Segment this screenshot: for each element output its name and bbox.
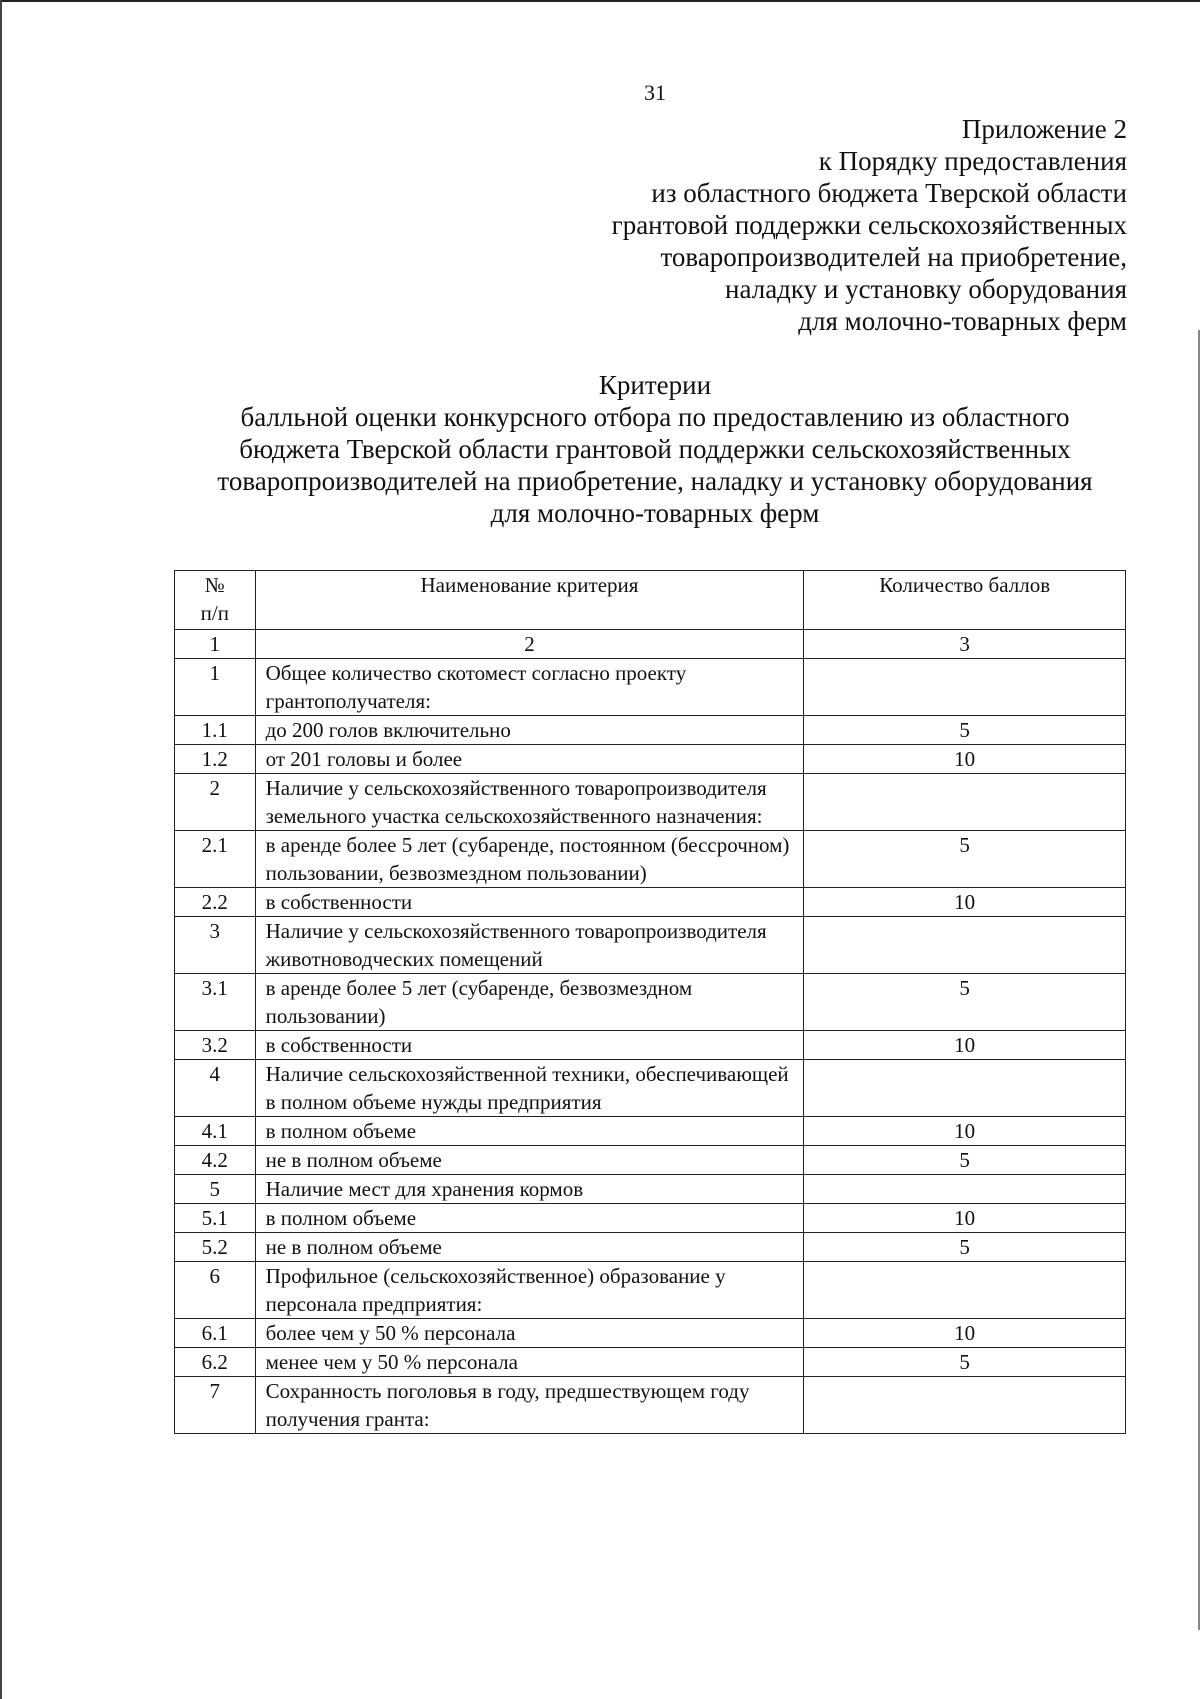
row-points — [804, 1262, 1126, 1319]
appendix-line: Приложение 2 — [961, 114, 1127, 144]
row-criterion: более чем у 50 % персонала — [255, 1319, 804, 1348]
row-criterion: в полном объеме — [255, 1117, 804, 1146]
header-points: Количество баллов — [804, 571, 1126, 630]
table-row — [175, 1319, 1126, 1348]
row-criterion: не в полном объеме — [255, 1146, 804, 1175]
row-criterion: не в полном объеме — [255, 1233, 804, 1262]
row-points: 10 — [804, 1319, 1126, 1348]
row-number: 1 — [175, 659, 256, 716]
row-points: 10 — [804, 1031, 1126, 1060]
row-criterion: Наличие сельскохозяйственной техники, обеспечивающей в полном объеме нужды предприятия — [255, 1060, 804, 1117]
row-points: 10 — [804, 1117, 1126, 1146]
row-criterion: до 200 голов включительно — [255, 716, 804, 745]
row-criterion: в полном объеме — [255, 1204, 804, 1233]
table-row — [175, 774, 1126, 831]
row-criterion: менее чем у 50 % персонала — [255, 1348, 804, 1377]
row-points — [804, 1060, 1126, 1117]
table-row — [175, 1146, 1126, 1175]
row-points: 5 — [804, 1233, 1126, 1262]
appendix-line: к Порядку предоставления — [818, 146, 1127, 176]
appendix-line: наладку и установку оборудования — [725, 274, 1127, 304]
row-criterion: Наличие у сельскохозяйственного товаропроизводителя животноводческих помещений — [255, 917, 804, 974]
title-line: бюджета Тверской области грантовой поддержки сельскохозяйственных — [239, 434, 1071, 464]
criteria-table — [174, 570, 1126, 1434]
row-number: 2.1 — [175, 831, 256, 888]
table-row — [175, 1348, 1126, 1377]
title-heading: Критерии — [598, 370, 712, 400]
table-body — [175, 659, 1126, 1434]
appendix-block — [612, 113, 1127, 337]
title-line: товаропроизводителей на приобретение, наладку и установку оборудования — [217, 466, 1093, 496]
table-row — [175, 1233, 1126, 1262]
table-row — [175, 974, 1126, 1031]
column-number-row — [175, 630, 1126, 659]
row-number: 5.1 — [175, 1204, 256, 1233]
row-number: 5 — [175, 1175, 256, 1204]
row-criterion: в собственности — [255, 888, 804, 917]
row-criterion: в аренде более 5 лет (субаренде, постоянном (бессрочном) пользовании, безвозмездном пользовании) — [255, 831, 804, 888]
document-title — [150, 369, 1160, 529]
scan-edge-left — [0, 0, 2, 1699]
row-criterion: от 201 головы и более — [255, 745, 804, 774]
row-points: 5 — [804, 1146, 1126, 1175]
row-number: 4 — [175, 1060, 256, 1117]
title-line: балльной оценки конкурсного отбора по предоставлению из областного — [240, 402, 1070, 432]
title-line: для молочно-товарных ферм — [490, 498, 820, 528]
appendix-line: товаропроизводителей на приобретение, — [660, 242, 1127, 272]
table-row — [175, 659, 1126, 716]
row-number: 3.2 — [175, 1031, 256, 1060]
row-criterion: в аренде более 5 лет (субаренде, безвозмездном пользовании) — [255, 974, 804, 1031]
row-criterion: Профильное (сельскохозяйственное) образование у персонала предприятия: — [255, 1262, 804, 1319]
row-points: 10 — [804, 745, 1126, 774]
table-row — [175, 1031, 1126, 1060]
row-number: 3.1 — [175, 974, 256, 1031]
table-row — [175, 831, 1126, 888]
row-number: 3 — [175, 917, 256, 974]
table-row — [175, 1060, 1126, 1117]
row-points: 5 — [804, 1348, 1126, 1377]
row-number: 1.2 — [175, 745, 256, 774]
row-number: 4.1 — [175, 1117, 256, 1146]
row-points: 5 — [804, 831, 1126, 888]
table-row — [175, 1117, 1126, 1146]
column-number: 2 — [255, 630, 804, 659]
row-number: 2 — [175, 774, 256, 831]
table-row — [175, 716, 1126, 745]
row-points — [804, 1175, 1126, 1204]
row-points — [804, 774, 1126, 831]
row-number: 2.2 — [175, 888, 256, 917]
row-number: 1.1 — [175, 716, 256, 745]
row-number: 6 — [175, 1262, 256, 1319]
table-row — [175, 888, 1126, 917]
table-row — [175, 745, 1126, 774]
row-number: 5.2 — [175, 1233, 256, 1262]
row-points — [804, 659, 1126, 716]
row-criterion: Сохранность поголовья в году, предшествующем году получения гранта: — [255, 1377, 804, 1434]
row-number: 6.2 — [175, 1348, 256, 1377]
row-criterion: Наличие мест для хранения кормов — [255, 1175, 804, 1204]
scan-edge-top — [0, 0, 1200, 2]
table-row — [175, 1377, 1126, 1434]
appendix-line: из областного бюджета Тверской области — [651, 178, 1127, 208]
row-criterion: Наличие у сельскохозяйственного товаропроизводителя земельного участка сельскохозяйственного назначения: — [255, 774, 804, 831]
table-row — [175, 917, 1126, 974]
row-points — [804, 1377, 1126, 1434]
table-header-row — [175, 571, 1126, 630]
header-criterion: Наименование критерия — [255, 571, 804, 630]
column-number: 1 — [175, 630, 256, 659]
row-criterion: Общее количество скотомест согласно проекту грантополучателя: — [255, 659, 804, 716]
header-number: № п/п — [175, 571, 256, 630]
page-number: 31 — [644, 80, 666, 105]
row-number: 4.2 — [175, 1146, 256, 1175]
appendix-line: для молочно-товарных ферм — [798, 306, 1127, 336]
row-points: 10 — [804, 1204, 1126, 1233]
row-criterion: в собственности — [255, 1031, 804, 1060]
row-number: 7 — [175, 1377, 256, 1434]
row-points: 5 — [804, 974, 1126, 1031]
row-points — [804, 917, 1126, 974]
column-number: 3 — [804, 630, 1126, 659]
row-points: 10 — [804, 888, 1126, 917]
row-number: 6.1 — [175, 1319, 256, 1348]
row-points: 5 — [804, 716, 1126, 745]
table-row — [175, 1175, 1126, 1204]
table-row — [175, 1204, 1126, 1233]
table-row — [175, 1262, 1126, 1319]
appendix-line: грантовой поддержки сельскохозяйственных — [611, 210, 1127, 240]
